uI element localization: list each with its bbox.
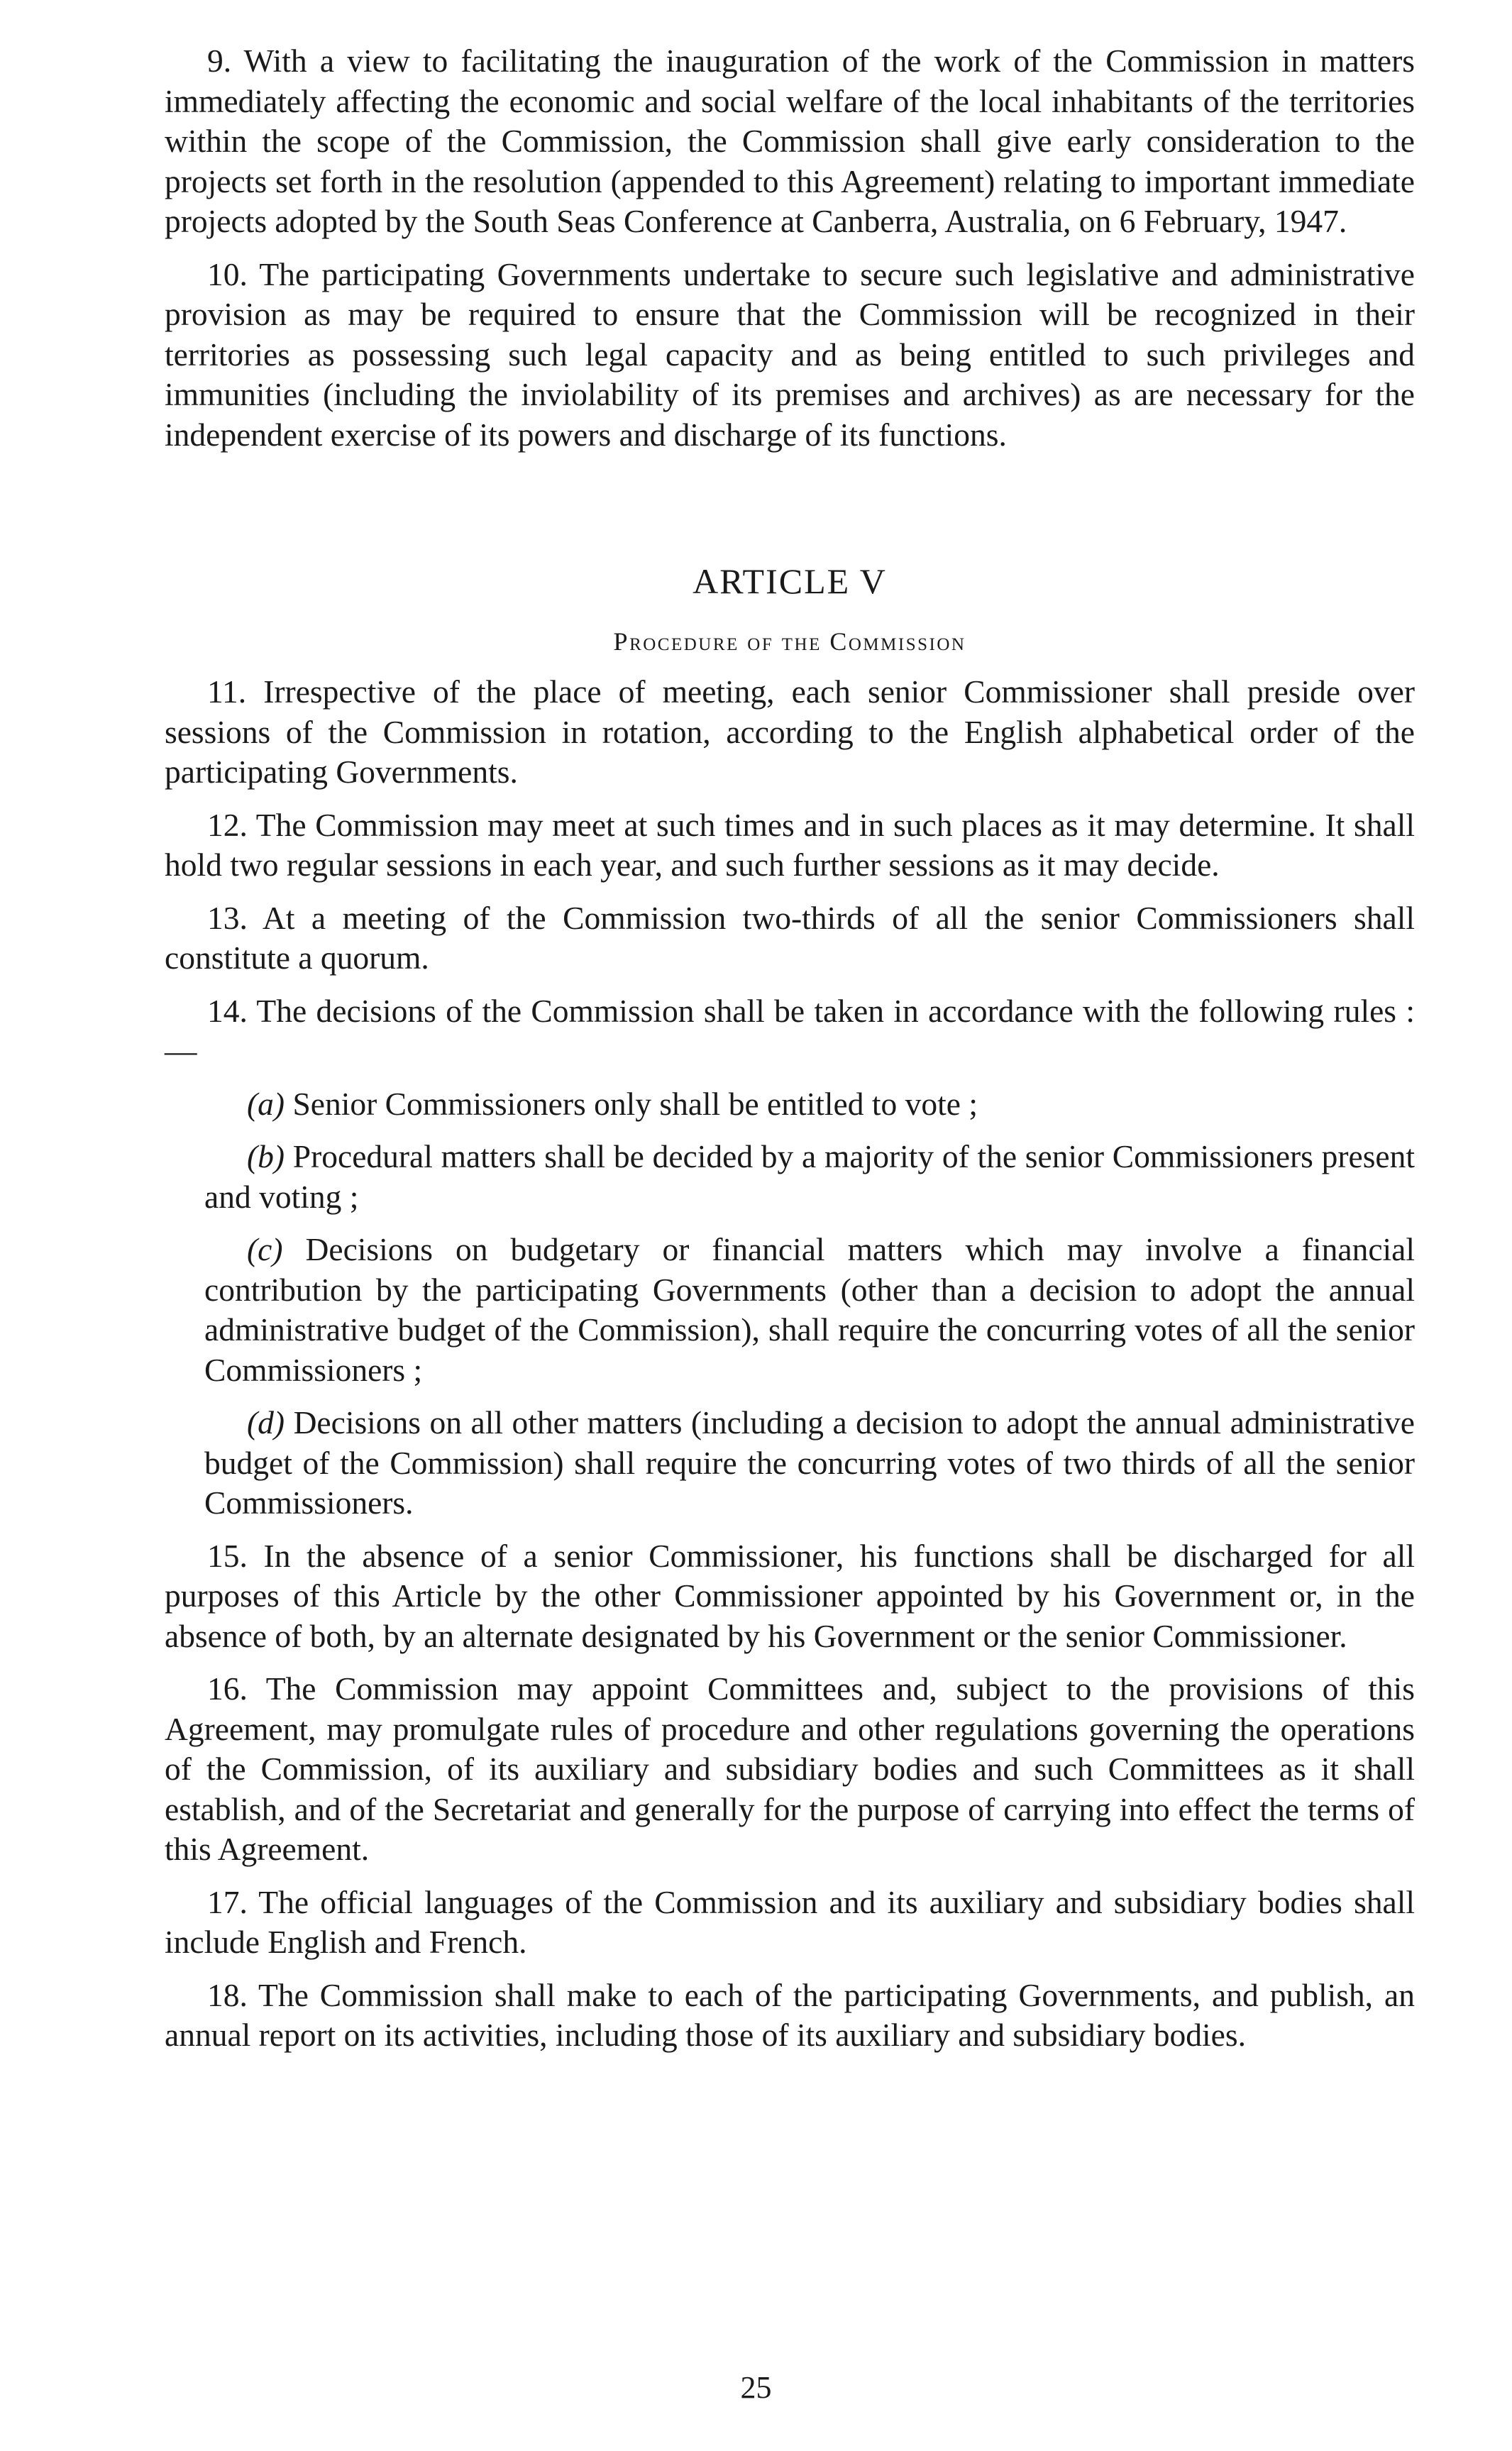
article-subheading: Procedure of the Commission xyxy=(613,627,966,656)
rule-text: Procedural matters shall be decided by a majority of the senior Commissioners present and voting ; xyxy=(204,1138,1415,1215)
rule-d xyxy=(204,1403,1415,1524)
rule-b xyxy=(204,1137,1415,1217)
rule-a xyxy=(204,1084,1415,1125)
paragraph-15: 15. In the absence of a senior Commissioner, his functions shall be discharged for all purposes of this Article by the other Commissioner appointed by his Government or, in the absence of both, by an alternate designated by his Government or the senior Commissioner. xyxy=(165,1537,1415,1654)
rule-text: Decisions on all other matters (including a decision to adopt the annual administrative budget of the Commission) shall require the concurring votes of two thirds of all the senior Commissioners. xyxy=(204,1404,1415,1521)
rule-label: (b) xyxy=(247,1138,285,1174)
rule-c xyxy=(204,1230,1415,1390)
document-page xyxy=(165,41,1415,2069)
paragraph-14: 14. The decisions of the Commission shall be taken in accordance with the following rules :— xyxy=(165,992,1415,1069)
paragraph-10: 10. The participating Governments undertake to secure such legislative and administrative provision as may be required to ensure that the Commission will be recognized in their territories as possessing such legal capacity and as being entitled to such privileges and immunities (including the inviolability of its premises and archives) as are necessary for the independent exercise of its powers and discharge of its functions. xyxy=(165,255,1415,453)
paragraph-17: 17. The official languages of the Commission and its auxiliary and subsidiary bodies shall include English and French. xyxy=(165,1883,1415,1960)
rule-label: (a) xyxy=(247,1085,285,1122)
page-number: 25 xyxy=(740,2370,772,2405)
paragraph-12: 12. The Commission may meet at such times and in such places as it may determine. It shall hold two regular sessions in each year, and such further sessions as it may decide. xyxy=(165,806,1415,883)
paragraph-16: 16. The Commission may appoint Committees and, subject to the provisions of this Agreement, may promulgate rules of procedure and other regulations governing the operations of the Commission, of its auxiliary and subsidiary bodies and such Committees as it shall establish, and of the Secretariat and generally for the purpose of carrying into effect the terms of this Agreement. xyxy=(165,1670,1415,1867)
rule-text: Decisions on budgetary or financial matters which may involve a financial contribution by the participating Governments (other than a decision to adopt the annual administrative budget of the Commission), shall require the concurring votes of all the senior Commissioners ; xyxy=(204,1231,1415,1388)
rule-label: (c) xyxy=(247,1231,283,1267)
paragraph-18: 18. The Commission shall make to each of the participating Governments, and publish, an annual report on its activities, including those of its auxiliary and subsidiary bodies. xyxy=(165,1976,1415,2053)
rule-text: Senior Commissioners only shall be entitled to vote ; xyxy=(285,1085,978,1122)
rule-label: (d) xyxy=(247,1404,285,1441)
article-heading: ARTICLE V xyxy=(692,561,887,601)
paragraph-9: 9. With a view to facilitating the inauguration of the work of the Commission in matters immediately affecting the economic and social welfare of the local inhabitants of the territories within the scope of the Commission, the Commission shall give early consideration to the projects set forth in the resolution (appended to this Agreement) relating to important immediate projects adopted by the South Seas Conference at Canberra, Australia, on 6 February, 1947. xyxy=(165,43,1415,239)
paragraph-11: 11. Irrespective of the place of meeting, each senior Commissioner shall preside over sessions of the Commission in rotation, according to the English alphabetical order of the participating Governments. xyxy=(165,673,1415,790)
section-spacer xyxy=(165,468,1415,560)
paragraph-13: 13. At a meeting of the Commission two-thirds of all the senior Commissioners shall constitute a quorum. xyxy=(165,899,1415,976)
